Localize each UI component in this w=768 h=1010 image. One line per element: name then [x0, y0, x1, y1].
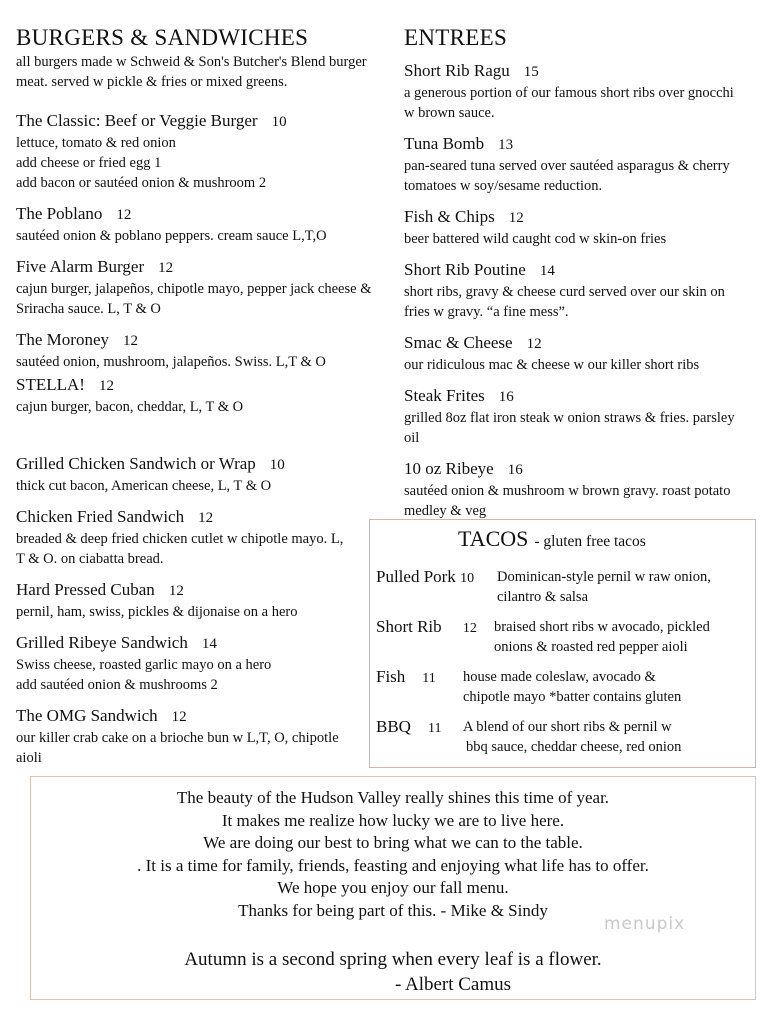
item-desc: cajun burger, jalapeños, chipotle mayo, pepper jack cheese & Sriracha sauce. L, T & O	[16, 281, 372, 317]
item-price: 16	[507, 462, 523, 478]
taco-name: BBQ	[376, 717, 411, 736]
item-price: 10	[271, 114, 287, 130]
item-price: 14	[539, 263, 555, 279]
menu-item	[16, 256, 386, 319]
menu-item	[16, 506, 386, 569]
menu-item	[16, 705, 386, 768]
item-desc: our ridiculous mac & cheese w our killer short ribs	[404, 357, 700, 373]
item-desc: grilled 8oz flat iron steak w onion straws & fries. parsley oil	[404, 410, 735, 446]
message-line: We are doing our best to bring what we can to the table.	[203, 833, 583, 852]
taco-desc: chipotle mayo *batter contains gluten	[463, 689, 682, 705]
item-desc: our killer crab cake on a brioche bun w L,T, O, chipotle aioli	[16, 730, 339, 766]
item-name: The Moroney	[16, 330, 110, 349]
item-price: 12	[508, 210, 524, 226]
item-price: 12	[171, 709, 187, 725]
item-name: Five Alarm Burger	[16, 257, 145, 276]
item-desc: short ribs, gravy & cheese curd served over our skin on fries w gravy. “a fine mess”.	[404, 284, 725, 320]
menu-item	[404, 385, 754, 448]
item-name: Hard Pressed Cuban	[16, 580, 155, 599]
item-desc: breaded & deep fried chicken cutlet w chipotle mayo. L, T & O. on ciabatta bread.	[16, 531, 344, 567]
item-price: 16	[498, 389, 514, 405]
menu-item	[16, 579, 386, 622]
item-desc: sautéed onion, mushroom, jalapeños. Swiss. L,T & O	[16, 354, 326, 370]
taco-desc: cilantro & salsa	[497, 589, 589, 605]
message-line: It makes me realize how lucky we are to live here.	[221, 810, 565, 830]
item-name: The Classic: Beef or Veggie Burger	[16, 111, 258, 130]
message-line: The beauty of the Hudson Valley really shines this time of year.	[176, 788, 610, 807]
item-price: 12	[168, 583, 184, 599]
taco-desc: onions & roasted red pepper aioli	[494, 639, 688, 655]
menu-item	[16, 329, 386, 372]
message-box	[30, 776, 756, 1000]
menu-item	[16, 632, 386, 695]
item-price: 12	[123, 333, 139, 349]
item-price: 14	[201, 636, 217, 652]
watermark: menupix	[604, 914, 686, 934]
tacos-header	[458, 526, 646, 552]
item-price: 12	[98, 378, 114, 394]
item-name: Smac & Cheese	[404, 333, 513, 352]
item-name: Fish & Chips	[404, 207, 495, 226]
item-name: The Poblano	[16, 204, 103, 223]
tacos-box	[369, 519, 756, 768]
taco-name: Fish	[376, 667, 406, 686]
entrees-heading: ENTREES	[404, 25, 508, 50]
item-price: 10	[269, 457, 285, 473]
item-addon: add sautéed onion & mushrooms 2	[16, 677, 218, 693]
menu-item	[404, 332, 754, 375]
item-desc: pan-seared tuna served over sautéed asparagus & cherry tomatoes w soy/sesame reduction.	[404, 158, 730, 194]
taco-price: 12	[462, 621, 477, 636]
taco-desc: bbq sauce, cheddar cheese, red onion	[466, 739, 682, 755]
item-name: 10 oz Ribeye	[404, 459, 494, 478]
taco-desc: A blend of our short ribs & pernil w	[463, 719, 672, 735]
item-desc: lettuce, tomato & red onion	[16, 135, 176, 151]
item-price: 13	[498, 137, 514, 153]
menu-item	[404, 259, 754, 322]
menu-item	[16, 110, 386, 193]
burgers-heading: BURGERS & SANDWICHES	[16, 25, 309, 50]
message-line: Thanks for being part of this. - Mike & Sindy	[238, 900, 548, 920]
item-desc: pernil, ham, swiss, pickles & dijonaise on a hero	[16, 604, 298, 620]
item-desc: cajun burger, bacon, cheddar, L, T & O	[16, 399, 244, 415]
tacos-heading: TACOS	[458, 526, 529, 551]
item-name: The OMG Sandwich	[16, 706, 158, 725]
item-name: Short Rib Poutine	[404, 260, 526, 279]
menu-item	[404, 60, 754, 123]
item-desc: a generous portion of our famous short ribs over gnocchi w brown sauce.	[404, 85, 734, 121]
taco-price: 11	[427, 721, 442, 736]
item-desc: sautéed onion & poblano peppers. cream sauce L,T,O	[16, 228, 327, 244]
message-lines	[31, 787, 755, 922]
item-desc: beer battered wild caught cod w skin-on fries	[404, 231, 667, 247]
item-name: Tuna Bomb	[404, 134, 485, 153]
item-price: 12	[526, 336, 542, 352]
taco-price: 10	[460, 571, 475, 586]
item-desc: sautéed onion & mushroom w brown gravy. roast potato medley & veg	[404, 483, 731, 519]
taco-price: 11	[422, 671, 436, 686]
item-desc: Swiss cheese, roasted garlic mayo on a hero	[16, 657, 272, 673]
message-line: . It is a time for family, friends, feasting and enjoying what life has to offer.	[137, 855, 649, 875]
entrees-section	[404, 24, 754, 521]
item-price: 12	[198, 510, 214, 526]
item-desc: thick cut bacon, American cheese, L, T & O	[16, 478, 272, 494]
item-price: 12	[158, 260, 174, 276]
taco-name: Short Rib	[376, 617, 442, 636]
item-addon: add bacon or sautéed onion & mushroom 2	[16, 175, 267, 191]
quote-author: - Albert Camus	[394, 974, 512, 995]
burgers-intro: all burgers made w Schweid & Son's Butcher's Blend burger meat. served w pickle & fries or mixed greens.	[16, 54, 367, 90]
menu-item	[404, 206, 754, 249]
item-name: Chicken Fried Sandwich	[16, 507, 185, 526]
message-line: We hope you enjoy our fall menu.	[277, 878, 509, 897]
item-price: 15	[523, 64, 539, 80]
item-name: Grilled Chicken Sandwich or Wrap	[16, 454, 256, 473]
item-name: Short Rib Ragu	[404, 61, 510, 80]
taco-desc: braised short ribs w avocado, pickled	[494, 619, 710, 635]
taco-desc: Dominican-style pernil w raw onion,	[497, 569, 711, 585]
menu-item	[404, 133, 754, 196]
item-name: Grilled Ribeye Sandwich	[16, 633, 188, 652]
item-price: 12	[116, 207, 132, 223]
menu-item	[404, 458, 754, 521]
burgers-section	[16, 24, 386, 768]
quote-text: Autumn is a second spring when every leaf is a flower.	[184, 949, 602, 970]
taco-name: Pulled Pork	[376, 567, 456, 586]
item-addon: add cheese or fried egg 1	[16, 155, 162, 171]
menu-item	[16, 374, 386, 417]
item-name: Steak Frites	[404, 386, 485, 405]
menu-item	[16, 203, 386, 246]
tacos-subheading: - gluten free tacos	[534, 533, 646, 550]
taco-desc: house made coleslaw, avocado &	[463, 669, 656, 685]
menu-item	[16, 453, 386, 496]
item-name: STELLA!	[16, 375, 85, 394]
